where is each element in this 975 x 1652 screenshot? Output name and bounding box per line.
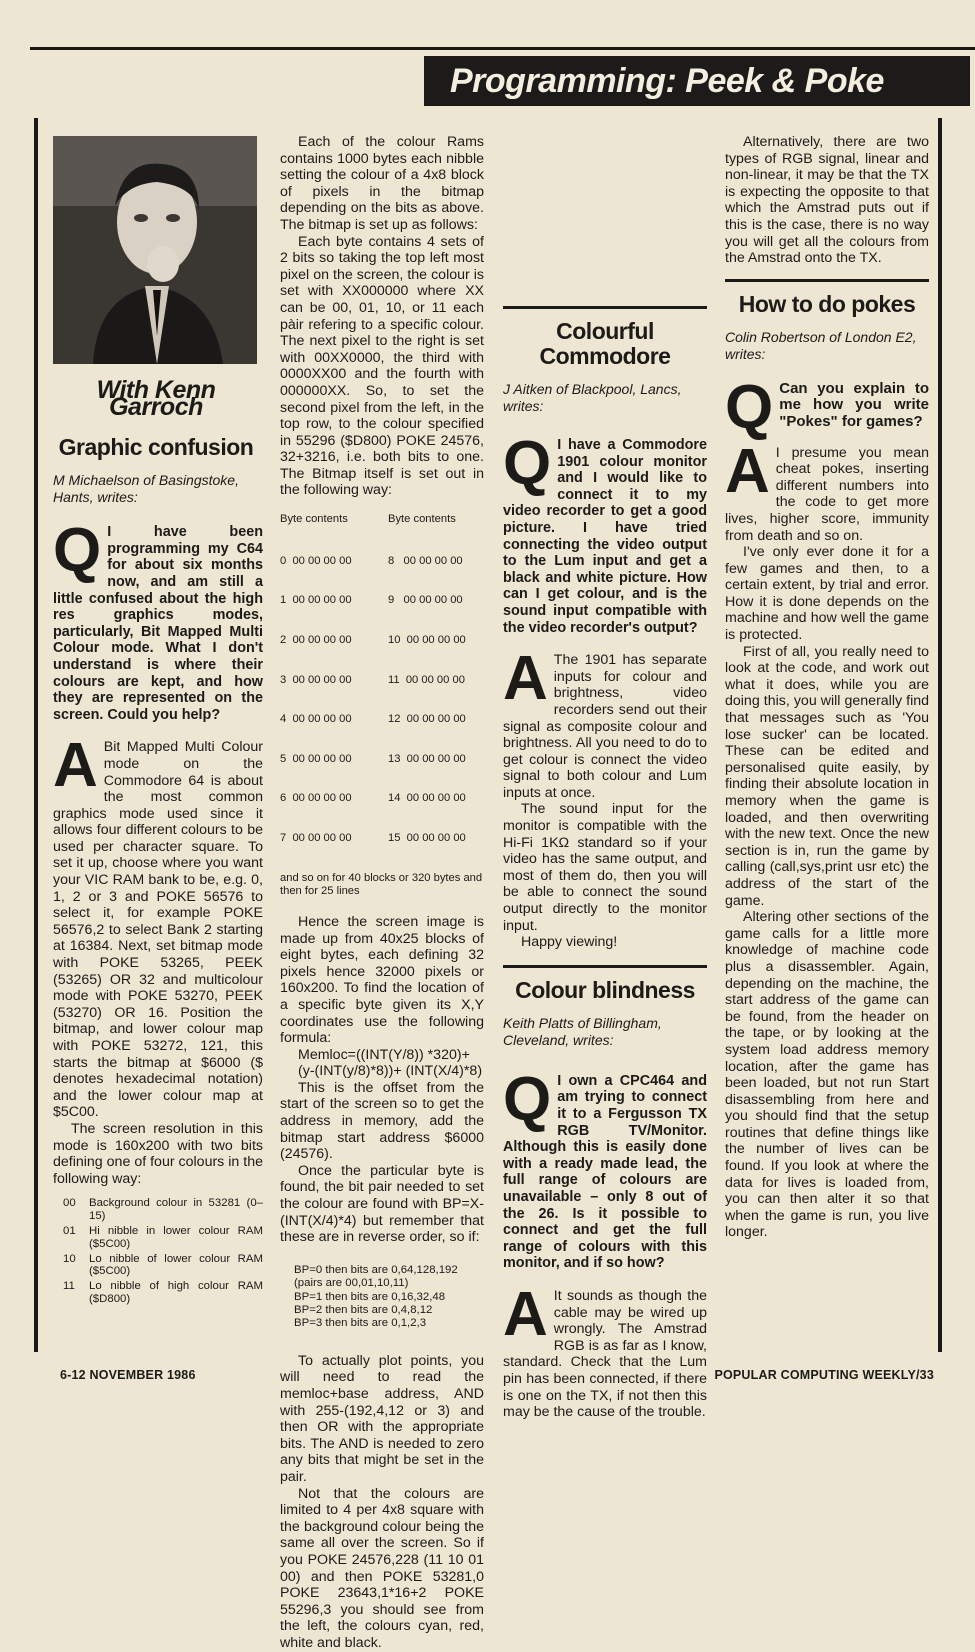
- byte-row: 7 00 00 00 00: [280, 831, 352, 844]
- body-paragraph: Each of the colour Rams contains 1000 bytes each nibble setting the colour of a 4x8 block of pixels in the bitmap depending on the bits as above. The bitmap is set up as follows:: [280, 134, 484, 233]
- byte-row: 0 00 00 00 00: [280, 554, 352, 567]
- headline-graphic-confusion: Graphic confusion: [58, 434, 254, 461]
- byte-table-body: [280, 528, 484, 871]
- question-dropcap: Q: [53, 516, 102, 586]
- author-photo: [53, 136, 257, 364]
- answer-dropcap: A: [53, 731, 98, 801]
- answer-body: [725, 436, 929, 1242]
- answer-text: Bit Mapped Multi Colour mode on the Commodore 64 is about the most common graphics mode used since it allows four different colours to be used per character square. To set it up, choose where you want your VIC RAM bank to be, e.g. 0, 1, 2 or 3 and POKE 56576 to select it, for example POKE 56576,2 to select Bank 2 starting at 16384. Next, set bitmap mode with POKE 53265, PEEK (53265) OR 32 and multicolour mode with POKE 53270, PEEK (53270) OR 16. Position the bitmap, and lower colour map with POKE 53272, 121, this starts the bitmap at $6000 ($ denotes hexadecimal notation) and the lower colour map at $5C00.: [53, 739, 263, 1121]
- code-line: BP=2 then bits are 0,4,8,12: [294, 1304, 433, 1317]
- byte-row: 14 00 00 00 00: [388, 792, 466, 805]
- answer-paragraph: [53, 731, 263, 1121]
- byte-row: 13 00 00 00 00: [388, 752, 466, 765]
- reader-question: [49, 516, 263, 723]
- reader-attribution: J Aitken of Blackpool, Lancs, writes:: [503, 381, 682, 414]
- answer-paragraph: The screen resolution in this mode is 160x200 with two bits defining one of four colours in the following way:: [53, 1120, 263, 1187]
- byte-row: 4 00 00 00 00: [280, 713, 352, 726]
- answer-paragraph: [503, 644, 707, 801]
- legend-row: [53, 1253, 263, 1279]
- author-byline: With Kenn Garroch: [96, 376, 216, 421]
- answer-text: The 1901 has separate inputs for colour and brightness, video recorders send out their signal as composite colour and brightness. All you need to do to get colour is connect the video signal to both colour and Lum inputs at once.: [503, 652, 707, 801]
- answer-body: [503, 644, 707, 951]
- memloc-formula: Memloc=((INT(Y/8)) *320)+(y-(INT(y/8)*8))+ (INT(X/4)*8): [298, 1046, 483, 1080]
- byte-row: 1 00 00 00 00: [280, 594, 352, 607]
- legend-value: Hi nibble in lower colour RAM ($5C00): [89, 1224, 263, 1250]
- body-paragraph: Each byte contains 4 sets of 2 bits so taking the top left most pixel on the screen, the colour is set with XX000000 where XX can be 00, 01, 10, or 11 each pàir refering to a specific colour. The next pixel to the right is set with 00XX0000, the third with 0000XX00 and the fourth with 000000XX. So, to set the second pixel from the left, in the top row, to the colour specified in 55296 ($D800) POKE 24576, 32+3216, i.e. both bits to one. The Bitmap itself is set out in the following way:: [280, 233, 484, 499]
- body-paragraph: To actually plot points, you will need to read the memloc+base address, AND with 255-(192,4,12 or 3) and then OR with the appropriate bits. The AND is needed to zero any bits that might be set in the pair.: [280, 1352, 484, 1486]
- body-paragraph: Hence the screen image is made up from 40x25 blocks of eight bytes, each defining 32 pixels hence 32000 pixels or 160x200. To find the location of a specific byte given its X,Y coordinates use the following formula:: [280, 913, 484, 1047]
- headline-how-to-do-pokes: How to do pokes: [738, 290, 916, 317]
- answer-dropcap: A: [503, 644, 548, 714]
- section-divider: [503, 306, 707, 309]
- legend-value: Lo nibble of high colour RAM ($D800): [89, 1280, 263, 1305]
- bitmap-byte-table: [280, 513, 484, 898]
- column-2: [280, 134, 484, 1651]
- answer-paragraph: [503, 1279, 707, 1421]
- section-divider: [503, 965, 707, 968]
- answer-paragraph: Alternatively, there are two types of RGB signal, linear and non-linear, it may be that the TX is expecting the opposite to that which the Amstrad puts out if this is the case, there is no way you will get all the colours from the Amstrad onto the TX.: [725, 134, 929, 267]
- answer-dropcap: A: [503, 1279, 548, 1349]
- legend-key: 00: [63, 1197, 76, 1210]
- code-line: BP=0 then bits are 0,64,128,192: [294, 1263, 458, 1276]
- answer-body: [49, 731, 263, 1305]
- section-title: Programming: Peek & Poke: [424, 56, 970, 106]
- code-line: BP=3 then bits are 0,1,2,3: [294, 1317, 427, 1330]
- answer-dropcap: A: [725, 436, 770, 506]
- reader-question: [503, 1064, 707, 1272]
- answer-paragraph: The sound input for the monitor is compatible with the Hi-Fi 1KΩ standard so if your video has the same output, and most of them do, then you will be able to connect the sound output directly to the monitor input.: [503, 801, 707, 934]
- headline-colour-blindness: Colour blindness: [515, 976, 695, 1003]
- question-text: I have a Commodore 1901 colour monitor and I would like to connect it to my video recorder to get a good picture. I have tried connecting the video output to the Lum input and get a black and white picture. How can I get colour, and is the sound input compatible with the video recorder's output?: [503, 437, 707, 636]
- byte-row: 6 00 00 00 00: [280, 792, 352, 805]
- body-paragraph: Once the particular byte is found, the bit pair needed to set the colour are found with BP=X-(INT(X/4)*4) but remember that these are in reverse order, so if:: [280, 1162, 484, 1246]
- body-paragraph: This is the offset from the start of the screen so to get the address in memory, add the bitmap start address $6000 (24576).: [280, 1079, 484, 1163]
- byte-row: 8 00 00 00 00: [388, 554, 463, 567]
- byte-header-right: Byte contents: [388, 513, 456, 526]
- answer-text: I presume you mean cheat pokes, inserting different numbers into the code to get more lives, higher score, immunity from death and so on.: [725, 444, 929, 544]
- byte-row: 11 00 00 00 00: [388, 673, 465, 686]
- footer-date: 6-12 NOVEMBER 1986: [60, 1368, 196, 1382]
- column-4: [725, 134, 929, 1364]
- legend-value: Lo nibble of lower colour RAM ($5C00): [89, 1252, 263, 1278]
- code-line: BP=1 then bits are 0,16,32,48: [294, 1290, 446, 1303]
- question-dropcap: Q: [725, 372, 774, 442]
- byte-column-right: [388, 528, 466, 871]
- legend-value: Background colour in 53281 (0–15): [89, 1197, 263, 1223]
- body-paragraph: Not that the colours are limited to 4 per 4x8 square with the background colour being the same all over the screen. So if you POKE 24576,228 (11 10 01 00) and then POKE 53281,0 POKE 23643,1*16+2 POKE 55296,3 you should see from the left, the colours cyan, red, white and black.: [280, 1485, 484, 1651]
- reader-attribution: Keith Platts of Billingham, Cleveland, writes:: [503, 1014, 662, 1048]
- column-3: [503, 134, 707, 1421]
- question-dropcap: Q: [503, 429, 552, 498]
- legend-key: 10: [63, 1252, 76, 1265]
- reader-question: [725, 372, 929, 442]
- byte-row: 3 00 00 00 00: [280, 673, 352, 686]
- byte-row: 2 00 00 00 00: [280, 633, 352, 646]
- left-border-rule: [34, 118, 38, 1352]
- top-rule: [30, 47, 975, 50]
- byte-header-left: Byte contents: [280, 513, 348, 526]
- answer-paragraph: [725, 436, 929, 545]
- answer-paragraph: I've only ever done it for a few games and then, to a certain extent, by trial and error. How it is done depends on the machine and how well the game is protected.: [725, 544, 929, 644]
- question-text: I own a CPC464 and am trying to connect it to a Fergusson TX RGB TV/Monitor. Although this is easily done with a ready made lead, the full range of colours are unavailable – only 8 out of the 26. Is it possible to connect and get the full range of colours with this monitor, and if so how?: [503, 1072, 707, 1272]
- reader-attribution: M Michaelson of Basingstoke, Hants, writes:: [53, 472, 239, 506]
- byte-table-note: and so on for 40 blocks or 320 bytes and then for 25 lines: [280, 871, 483, 897]
- column-3-continuation-space: [503, 134, 707, 306]
- footer-page-number: POPULAR COMPUTING WEEKLY/33: [714, 1368, 934, 1382]
- column-1: [49, 130, 263, 1360]
- legend-row: [53, 1225, 263, 1251]
- legend-key: 11: [63, 1280, 75, 1293]
- byte-row: 10 00 00 00 00: [388, 633, 466, 646]
- byte-column-left: [280, 528, 374, 871]
- answer-text: It sounds as though the cable may be wired up wrongly. The Amstrad RGB is as far as I know, standard. Check that the Lum pin has been connected, if there is one on the TX, if not then this may be the cause of the trouble.: [503, 1287, 707, 1421]
- question-text: I have been programming my C64 for about six months now, and am still a little confused about the high res graphics modes, particularly, Bit Mapped Multi Colour mode. What I don't understand is where their colours are kept, and how they are represented on the screen. Could you help?: [53, 524, 263, 723]
- reader-attribution: Colin Robertson of London E2, writes:: [725, 328, 917, 362]
- legend-key: 01: [63, 1224, 76, 1237]
- legend-row: [53, 1280, 263, 1306]
- answer-paragraph: Happy viewing!: [521, 934, 618, 951]
- byte-row: 15 00 00 00 00: [388, 831, 466, 844]
- headline-colourful-commodore: Colourful Commodore: [539, 318, 671, 369]
- byte-row: 9 00 00 00 00: [388, 594, 463, 607]
- right-border-rule: [938, 118, 942, 1352]
- byte-row: 5 00 00 00 00: [280, 752, 352, 765]
- byte-table-header: [280, 513, 484, 526]
- answer-paragraph: Altering other sections of the game calls for a little more knowledge of machine code plus a disassembler. Again, depending on the machine, the start address of the game can be found, from the header on the tape, or by looking at the system load address memory location, after the game has been loaded, but not run Start disassembling from here and you should find that the setup routines that define things like the number of lives can be found. If you look at where the data for lives is loaded from, you can then alter it so that when the game is run, you live longer.: [725, 909, 929, 1241]
- byte-row: 12 00 00 00 00: [388, 713, 466, 726]
- legend-row: [53, 1197, 263, 1223]
- code-line: (pairs are 00,01,10,11): [294, 1277, 409, 1290]
- colour-bit-legend: [53, 1197, 263, 1305]
- answer-paragraph: First of all, you really need to look at the code, and work out what it does, while you are doing this, you will generally find that messages such as 'You lose sucker' can be located. These can be edited and personalised quite easily, by finding their absolute location in memory when the game is loaded, and then overwriting with the new text. Once the new section is in, run the game by calling (call,sys,print usr etc) the address of the start of the game.: [725, 643, 929, 909]
- question-dropcap: Q: [503, 1064, 552, 1134]
- bit-pair-code: [294, 1264, 484, 1331]
- section-divider: [725, 279, 929, 282]
- reader-question: [503, 429, 707, 636]
- question-text: Can you explain to me how you write "Pokes" for games?: [779, 379, 929, 430]
- answer-body: [503, 1279, 707, 1421]
